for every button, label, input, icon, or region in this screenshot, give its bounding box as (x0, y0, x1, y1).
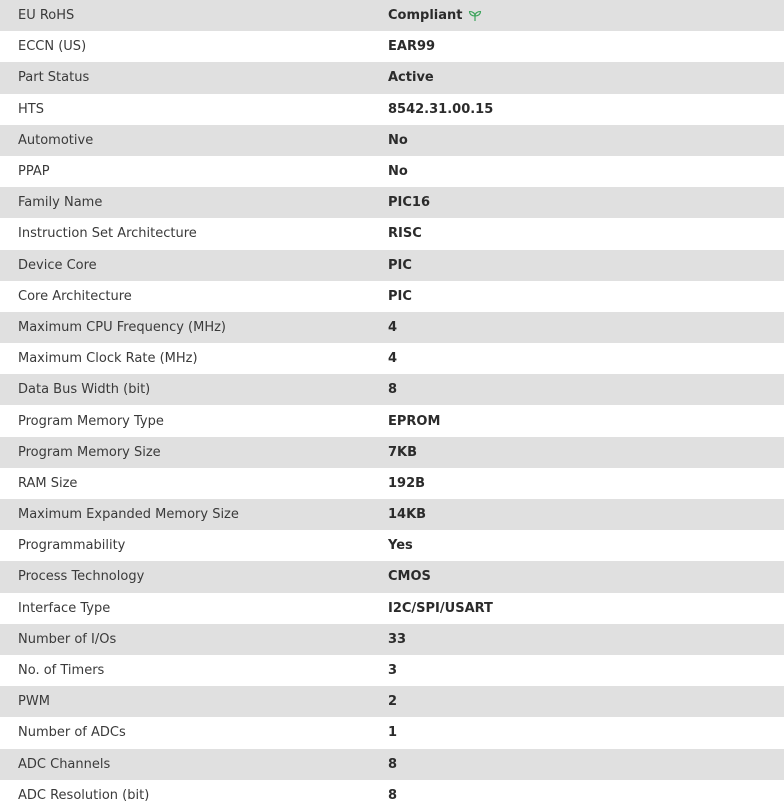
spec-row (0, 94, 784, 125)
spec-value-cell (388, 538, 784, 553)
spec-label: Maximum CPU Frequency (MHz) (18, 319, 226, 335)
spec-value-cell (388, 133, 784, 148)
spec-value: Yes (388, 538, 413, 554)
spec-label: Instruction Set Architecture (18, 226, 197, 242)
spec-label: Family Name (18, 195, 103, 211)
spec-row (0, 62, 784, 93)
spec-value: 4 (388, 351, 398, 367)
spec-value-cell (388, 351, 784, 366)
spec-value: No (388, 132, 408, 148)
spec-row (0, 655, 784, 686)
spec-value: RISC (388, 226, 422, 242)
spec-label: Number of I/Os (18, 631, 117, 647)
spec-value-cell (388, 788, 784, 803)
spec-value: CMOS (388, 569, 431, 585)
spec-value-cell (388, 382, 784, 397)
spec-label: Data Bus Width (bit) (18, 382, 151, 398)
spec-value-cell (388, 8, 784, 23)
leaf-icon (468, 10, 482, 22)
spec-label: Part Status (18, 70, 90, 86)
spec-value-cell (388, 39, 784, 54)
spec-label: ECCN (US) (18, 39, 87, 55)
spec-label: EU RoHS (18, 8, 75, 24)
spec-value-cell (388, 414, 784, 429)
spec-value-cell (388, 289, 784, 304)
spec-label: ADC Resolution (bit) (18, 787, 150, 803)
spec-row (0, 780, 784, 811)
spec-row (0, 250, 784, 281)
spec-row (0, 686, 784, 717)
spec-value-cell (388, 102, 784, 117)
spec-row (0, 749, 784, 780)
spec-row (0, 281, 784, 312)
spec-label: Maximum Clock Rate (MHz) (18, 351, 198, 367)
spec-row (0, 0, 784, 31)
spec-label: Number of ADCs (18, 725, 126, 741)
spec-row (0, 125, 784, 156)
spec-label: Core Architecture (18, 288, 132, 304)
spec-value-cell (388, 507, 784, 522)
spec-label: PWM (18, 694, 50, 710)
spec-row (0, 437, 784, 468)
spec-value: 7KB (388, 444, 418, 460)
spec-row (0, 187, 784, 218)
spec-value: 8 (388, 787, 398, 803)
spec-value: PIC16 (388, 195, 430, 211)
spec-row (0, 593, 784, 624)
spec-row (0, 218, 784, 249)
spec-label: Program Memory Type (18, 413, 164, 429)
spec-label: No. of Timers (18, 663, 105, 679)
spec-label: Program Memory Size (18, 444, 161, 460)
spec-value: PIC (388, 288, 412, 304)
spec-value: EPROM (388, 413, 441, 429)
spec-label: Interface Type (18, 600, 111, 616)
spec-row (0, 343, 784, 374)
spec-value-cell (388, 569, 784, 584)
spec-value: 1 (388, 725, 398, 741)
spec-value-cell (388, 258, 784, 273)
spec-value-cell (388, 445, 784, 460)
spec-row (0, 468, 784, 499)
spec-value-cell (388, 725, 784, 740)
spec-value-cell (388, 632, 784, 647)
spec-row (0, 499, 784, 530)
spec-value: 192B (388, 475, 426, 491)
spec-row (0, 561, 784, 592)
spec-value: 2 (388, 694, 398, 710)
spec-value-cell (388, 320, 784, 335)
spec-value-cell (388, 164, 784, 179)
spec-value: 4 (388, 319, 398, 335)
spec-value: PIC (388, 257, 412, 273)
spec-value: 8542.31.00.15 (388, 101, 494, 117)
spec-value: No (388, 164, 408, 180)
spec-row (0, 156, 784, 187)
spec-value-cell (388, 663, 784, 678)
spec-value-cell (388, 757, 784, 772)
spec-value-cell (388, 601, 784, 616)
spec-value: 14KB (388, 507, 427, 523)
spec-label: Programmability (18, 538, 126, 554)
spec-value-cell (388, 70, 784, 85)
spec-label: PPAP (18, 164, 50, 180)
spec-value: 8 (388, 756, 398, 772)
spec-row (0, 374, 784, 405)
spec-row (0, 31, 784, 62)
spec-row (0, 717, 784, 748)
spec-label: Automotive (18, 132, 94, 148)
spec-row (0, 530, 784, 561)
spec-value: 8 (388, 382, 398, 398)
spec-label: Device Core (18, 257, 97, 273)
spec-value-cell (388, 694, 784, 709)
spec-label: Maximum Expanded Memory Size (18, 507, 239, 523)
spec-label: RAM Size (18, 475, 78, 491)
spec-row (0, 624, 784, 655)
spec-value-cell (388, 226, 784, 241)
spec-label: HTS (18, 101, 44, 117)
spec-value: 3 (388, 663, 398, 679)
spec-label: Process Technology (18, 569, 145, 585)
spec-row (0, 312, 784, 343)
spec-value: 33 (388, 631, 407, 647)
spec-label: ADC Channels (18, 756, 111, 772)
spec-value-cell (388, 476, 784, 491)
spec-value-cell (388, 195, 784, 210)
spec-value: EAR99 (388, 39, 436, 55)
spec-row (0, 405, 784, 436)
spec-value: Compliant (388, 8, 463, 24)
spec-value: Active (388, 70, 434, 86)
spec-value: I2C/SPI/USART (388, 600, 493, 616)
